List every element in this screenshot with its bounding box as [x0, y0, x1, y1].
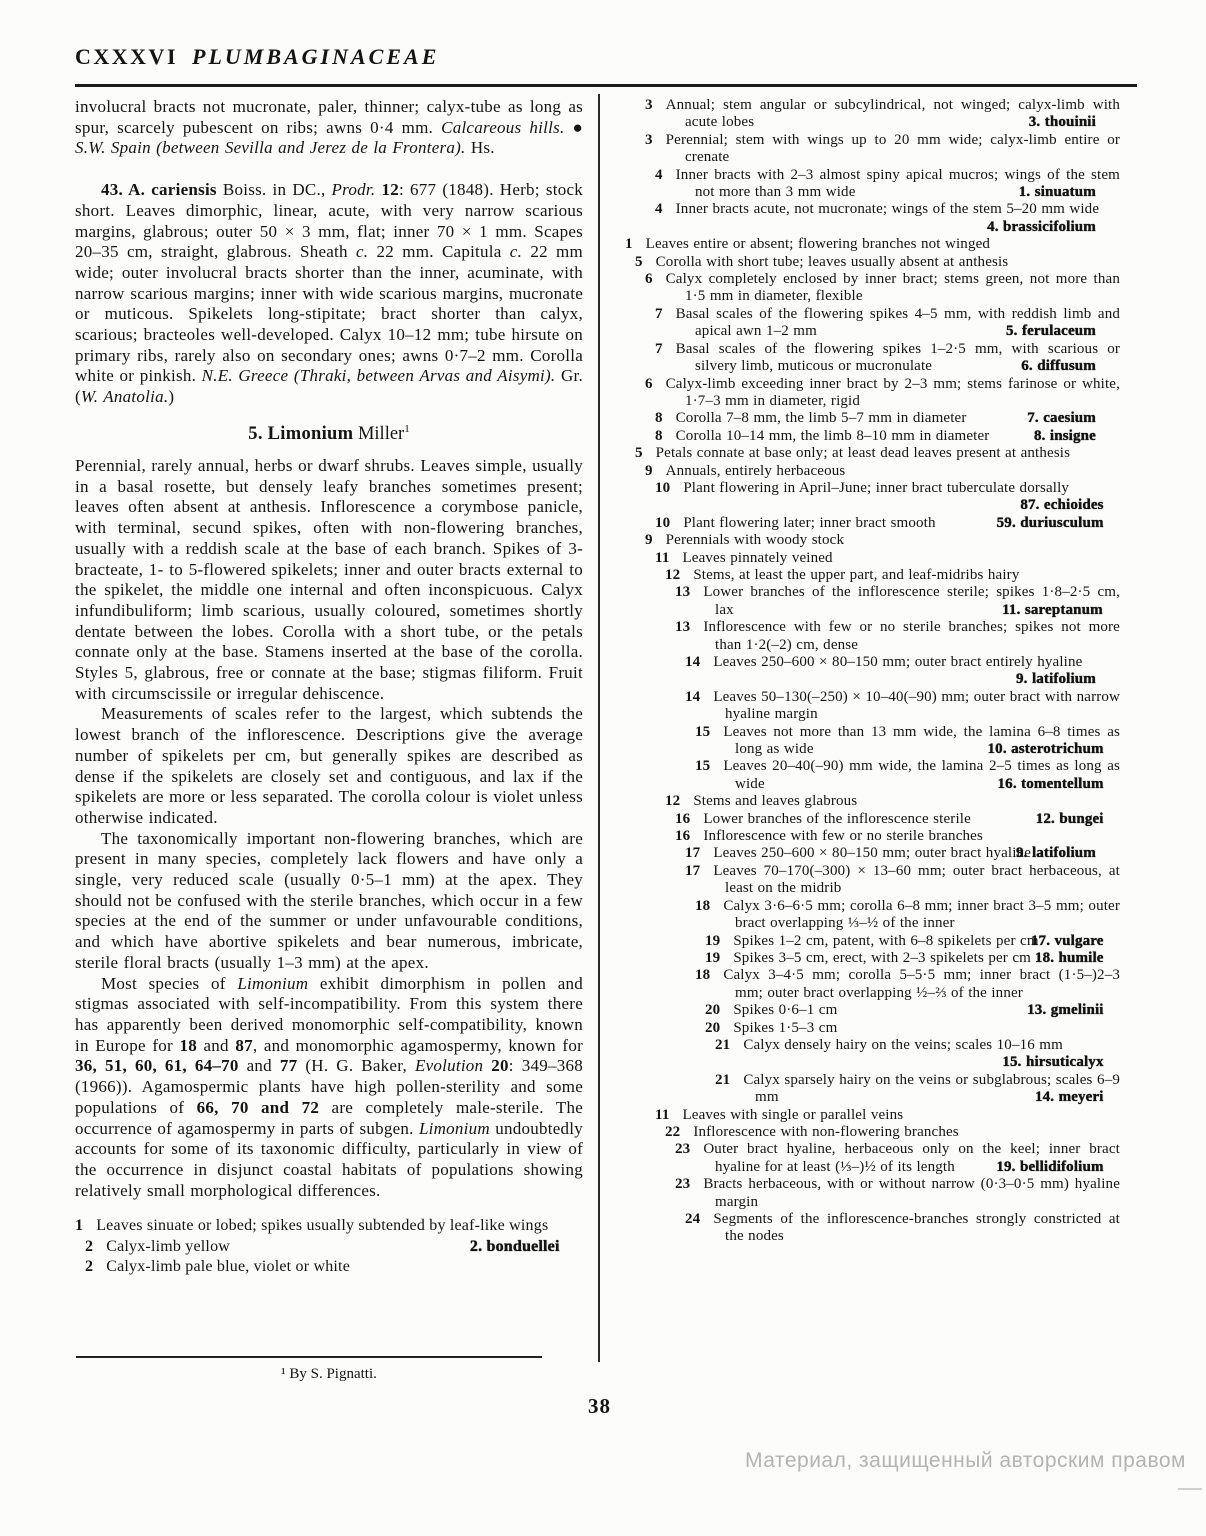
key-lead-text: Spikes 1–2 cm, patent, with 6–8 spikelets per cm — [733, 932, 1039, 949]
key-lead-text: Lower branches of the inflorescence sterile — [703, 810, 971, 827]
key-entry — [705, 933, 1120, 950]
key-couplet-number: 12 — [665, 566, 681, 583]
key-entry — [685, 654, 1120, 689]
key-entry — [695, 724, 1120, 759]
text-run: (H. G. Baker, — [297, 1056, 415, 1076]
text-run: involucral bracts not mucronate, paler, thinner; calyx-tube as long as spur, scarcely pubescent on ribs; awns 0·4 mm. — [75, 97, 583, 137]
key-couplet-number: 5 — [635, 445, 643, 462]
key-entry — [695, 758, 1120, 793]
key-couplet-number: 7 — [655, 340, 663, 357]
key-entry — [645, 97, 1120, 132]
key-lead-text: Stems, at least the upper part, and leaf-midribs hairy — [693, 566, 1020, 583]
key-lead-text: Calyx 3–4·5 mm; corolla 5–5·5 mm; inner bract (1·5–)2–3 mm; outer bract overlapping ½–⅔ of the inner — [723, 967, 1120, 1001]
key-couplet-number: 7 — [655, 305, 663, 322]
key-entry — [665, 567, 1120, 584]
key-entry — [675, 584, 1120, 619]
key-lead-text: Leaves 70–170(–300) × 13–60 mm; outer bract herbaceous, at least on the midrib — [713, 862, 1120, 897]
key-lead-text: Basal scales of the flowering spikes 4–5 mm, with reddish limb and apical awn 1–2 mm — [675, 305, 1120, 340]
text-run: 22 mm wide; outer involucral bracts shorter than the inner, acuminate, with narrow scarious margins; inner with wide scarious margins, mucronate or muticous. Spikelets long-stipitate; bract shorter than calyx, scarious; bracteoles well-developed. Calyx 10–12 mm; tube hirsute on primary ribs, rarely also on secondary ones; awns 0·7–2 mm. Corolla white or pinkish. — [75, 242, 583, 386]
key-lead-text: Leaves 20–40(–90) mm wide, the lamina 2–5 times as long as wide — [723, 758, 1120, 792]
key-entry — [715, 1072, 1120, 1107]
key-entry — [645, 132, 1120, 167]
key-couplet-number: 5 — [635, 253, 643, 270]
paragraph — [75, 97, 583, 159]
text-run: Boiss. in DC., — [216, 180, 332, 200]
text-run: and — [238, 1056, 280, 1076]
key-entry — [695, 898, 1120, 933]
key-couplet-number: 16 — [675, 828, 691, 845]
key-couplet-number: 17 — [685, 862, 701, 879]
taxon-name: 14. meyeri — [1034, 1089, 1104, 1106]
text-run: Measurements of scales refer to the largest, which subtends the lowest branch of the inflorescence. Descriptions give the average number of spikelets per cm, but generally spikes are described as dense if the spikelets are closely set and contiguous, and lax if the spikelets are more or less separated. The corolla colour is violet unless otherwise indicated. — [75, 704, 583, 827]
key-entry — [75, 1216, 583, 1237]
text-run: Gr. ( — [75, 366, 583, 407]
text-run: The taxonomically important non-flowering branches, which are present in many species, completely lack flowers and have only a single, very reduced scale (usually 0·5–1 mm) at the apex. They should not be confused with the sterile branches, which occur in a few species at the end of the summer or under unfavourable conditions, and which have abortive spikelets and bear numerous, imbricate, sterile floral bracts (usually 1–3 mm) at the apex. — [75, 828, 583, 972]
key-lead-text: Inner bracts with 2–3 almost spiny apical mucros; wings of the stem not more than 3 mm wide — [675, 166, 1120, 201]
bold-text: 18 — [179, 1035, 197, 1055]
key-lead-text: Plant flowering in April–June; inner bract tuberculate dorsally — [683, 479, 1070, 496]
header-rule — [75, 84, 1137, 87]
key-lead-text: Leaves entire or absent; flowering branches not winged — [645, 236, 991, 253]
key-lead-text: Spikes 0·6–1 cm — [733, 1002, 838, 1019]
key-entry — [705, 950, 1120, 967]
key-entry — [635, 445, 1120, 462]
key-couplet-number: 19 — [705, 949, 721, 966]
key-couplet-number: 20 — [705, 1002, 721, 1019]
taxon-name: 1. sinuatum — [1018, 184, 1096, 201]
key-lead-text: Perennial; stem with wings up to 20 mm wide; calyx-limb entire or crenate — [665, 131, 1120, 166]
key-entry — [695, 967, 1120, 1002]
key-entry — [655, 428, 1120, 445]
copyright-watermark: Материал, защищенный авторским правом — [745, 1449, 1186, 1472]
key-entry — [675, 1141, 1120, 1176]
italic-text: Limonium — [418, 1118, 490, 1138]
dichotomous-key — [75, 1216, 583, 1278]
key-entry — [645, 271, 1120, 306]
key-couplet-number: 9 — [645, 462, 653, 479]
key-couplet-number: 3 — [645, 97, 653, 113]
taxon-name: 9. latifolium — [1016, 845, 1096, 862]
taxon-name: 59. duriusculum — [996, 514, 1104, 531]
taxon-name: 15. hirsuticalyx — [1002, 1054, 1104, 1071]
text-run: Hs. — [465, 138, 495, 158]
key-couplet-number: 3 — [645, 131, 653, 148]
taxon-name: 12. bungei — [1035, 810, 1104, 827]
page-number: 38 — [588, 1394, 611, 1418]
key-lead-text: Leaves 50–130(–250) × 10–40(–90) mm; outer bract with narrow hyaline margin — [713, 688, 1120, 723]
italic-text: c. — [509, 242, 523, 262]
key-lead-text: Inflorescence with few or no sterile branches; spikes not more than 1·2(–2) cm, dense — [703, 619, 1120, 653]
italic-text: Prodr. — [331, 180, 376, 200]
left-column — [75, 97, 583, 1278]
footnote: ¹ By S. Pignatti. — [281, 1366, 377, 1382]
key-lead-text: Calyx 3·6–6·5 mm; corolla 6–8 mm; inner bract 3–5 mm; outer bract overlapping ⅓–½ of the inner — [723, 897, 1120, 932]
key-entry — [665, 793, 1120, 810]
key-entry — [625, 236, 1120, 253]
key-entry — [655, 480, 1120, 515]
taxon-name: 16. tomentellum — [997, 775, 1104, 792]
key-entry — [685, 1211, 1120, 1246]
key-couplet-number: 13 — [675, 584, 691, 601]
key-couplet-number: 24 — [685, 1211, 701, 1227]
key-lead-text: Basal scales of the flowering spikes 1–2·5 mm, with scarious or silvery limb, muticous or mucronulate — [675, 340, 1120, 375]
key-entry — [675, 1176, 1120, 1211]
text-run: ● — [564, 117, 584, 137]
key-couplet-number: 15 — [695, 758, 711, 775]
key-entry — [655, 515, 1120, 532]
text-run: and — [196, 1035, 236, 1055]
paragraph — [75, 704, 583, 828]
italic-text: Calcareous hills. — [441, 117, 565, 137]
key-entry — [655, 410, 1120, 427]
key-couplet-number: 8 — [655, 410, 663, 427]
key-lead-text: Lower branches of the inflorescence sterile; spikes 1·8–2·5 cm, lax — [703, 584, 1120, 618]
italic-text: Evolution — [414, 1056, 484, 1076]
key-couplet-number: 23 — [675, 1141, 691, 1158]
taxon-name: 13. gmelinii — [1027, 1002, 1104, 1019]
key-couplet-number: 22 — [665, 1123, 681, 1140]
key-lead-text: Calyx-limb yellow — [106, 1237, 231, 1255]
key-entry — [655, 341, 1120, 376]
key-lead-text: Calyx completely enclosed by inner bract; stems green, not more than 1·5 mm in diameter, flexible — [665, 271, 1120, 305]
key-couplet-number: 11 — [655, 549, 670, 566]
key-couplet-number: 4 — [655, 201, 663, 218]
bold-text: 77 — [279, 1056, 298, 1076]
italic-text: Limonium — [237, 973, 309, 993]
text-run: 1 — [404, 422, 410, 435]
text-run: : 349–368 (1966)). Agamospermic plants have high pollen-sterility and some populations of — [75, 1056, 583, 1117]
taxon-name: 10. asterotrichum — [987, 741, 1104, 758]
key-couplet-number: 14 — [685, 654, 701, 670]
text-run: undoubtedly accounts for some of its taxonomic difficulty, particularly in view of the occurrence in disjunct coastal habitats of populations showing relatively small morphological differences. — [75, 1118, 583, 1200]
taxon-name: 11. sareptanum — [1002, 601, 1103, 618]
taxon-name: 5. ferulaceum — [1006, 323, 1096, 340]
key-lead-text: Inflorescence with non-flowering branches — [693, 1123, 959, 1140]
dichotomous-key — [625, 97, 1120, 1246]
key-lead-text: Corolla with short tube; leaves usually absent at anthesis — [655, 253, 1009, 270]
italic-text: W. Anatolia. — [80, 387, 169, 407]
genus-heading — [75, 423, 583, 445]
text-run: : 677 (1848). Herb; stock short. Leaves dimorphic, linear, acute, with very narrow scarious margins, glabrous; outer 50 × 3 mm, flat; inner 70 × 1 mm. Scapes 20–35 cm, straight, glabrous. Sheath — [75, 180, 583, 262]
text-run: 22 mm. Capitula — [368, 242, 510, 262]
taxon-name: 19. bellidifolium — [996, 1158, 1104, 1175]
footnote-rule — [76, 1356, 542, 1358]
running-head — [75, 44, 439, 70]
key-lead-text: Leaves 250–600 × 80–150 mm; outer bract hyaline — [713, 845, 1031, 862]
key-entry — [645, 532, 1120, 549]
key-entry — [655, 167, 1120, 202]
key-couplet-number: 16 — [675, 810, 691, 827]
key-lead-text: Leaves 250–600 × 80–150 mm; outer bract entirely hyaline — [713, 654, 1083, 670]
key-couplet-number: 1 — [75, 1217, 84, 1235]
key-couplet-number: 10 — [655, 479, 671, 496]
key-couplet-number: 15 — [695, 723, 711, 740]
key-entry — [645, 463, 1120, 480]
italic-text: S.W. Spain (between Sevilla and Jerez de la Frontera). — [75, 138, 466, 158]
bold-text: 43. A. cariensis — [101, 180, 217, 200]
paragraph — [75, 829, 583, 974]
key-couplet-number: 17 — [685, 845, 701, 862]
text-run: are completely male-sterile. The occurrence of agamospermy in parts of subgen. — [75, 1097, 584, 1138]
key-entry — [85, 1237, 583, 1258]
key-lead-text: Corolla 10–14 mm, the limb 8–10 mm in diameter — [675, 427, 990, 444]
key-couplet-number: 9 — [645, 532, 653, 549]
taxon-name: 7. caesium — [1027, 410, 1096, 427]
key-lead-text: Segments of the inflorescence-branches strongly constricted at the nodes — [713, 1211, 1120, 1245]
bold-text: 36, 51, 60, 61, 64–70 — [75, 1056, 239, 1076]
bold-text: 12 — [381, 180, 399, 200]
key-lead-text: Stems and leaves glabrous — [693, 793, 858, 810]
text-run: ) — [168, 387, 175, 407]
key-couplet-number: 8 — [655, 427, 663, 444]
key-couplet-number: 4 — [655, 166, 663, 183]
key-entry — [655, 550, 1120, 567]
text-run: Most species of — [101, 973, 238, 993]
key-entry — [655, 1107, 1120, 1124]
key-couplet-number: 1 — [625, 236, 633, 253]
key-couplet-number: 12 — [665, 793, 681, 810]
key-lead-text: Plant flowering later; inner bract smooth — [683, 514, 936, 531]
taxon-name: 3. thouinii — [1028, 114, 1096, 131]
key-lead-text: Calyx-limb pale blue, violet or white — [106, 1258, 350, 1276]
scan-artifact-dash — [1178, 1488, 1202, 1490]
text-run: Perennial, rarely annual, herbs or dwarf shrubs. Leaves simple, usually in a basal rosette, but densely leafy branches sometimes present; leaves often absent at anthesis. Inflorescence a corymbose panicle, with terminal, secund spikes, often with non-flowering branches, usually with a reddish scale at the base of each branch. Spikes of 3-bracteate, 1- to 5-flowered spikelets; inner and outer bracts external to the spikelet, the middle one internal and often inconspicuous. Calyx infundibuliform; limb scarious, usually coloured, sometimes shortly dentate between the lobes. Corolla with a short tube, or the petals connate only at the base. Stamens inserted at the base of the corolla. Styles 5, glabrous, free or connate at the base; stigmas filiform. Fruit with circumscissile or irregular dehiscence. — [75, 456, 583, 703]
taxon-name: 17. vulgare — [1030, 932, 1104, 949]
key-couplet-number: 2 — [85, 1258, 94, 1276]
chapter-number: CXXXVI — [75, 44, 178, 69]
key-lead-text: Leaves sinuate or lobed; spikes usually subtended by leaf-like wings — [96, 1217, 549, 1235]
bold-text: 87 — [235, 1035, 253, 1055]
key-couplet-number: 13 — [675, 619, 691, 636]
key-lead-text: Spikes 1·5–3 cm — [733, 1019, 838, 1036]
taxon-name: 18. humile — [1034, 949, 1104, 966]
key-couplet-number: 18 — [695, 967, 711, 984]
key-couplet-number: 19 — [705, 932, 721, 949]
key-entry — [655, 306, 1120, 341]
paragraph — [75, 180, 583, 408]
text-run: Miller — [353, 424, 405, 444]
key-lead-text: Inner bracts acute, not mucronate; wings of the stem 5–20 mm wide — [675, 201, 1100, 218]
key-lead-text: Inflorescence with few or no sterile branches — [703, 828, 983, 845]
key-couplet-number: 23 — [675, 1176, 691, 1193]
key-entry — [675, 828, 1120, 845]
key-entry — [675, 619, 1120, 654]
taxon-name: 6. diffusum — [1021, 358, 1096, 375]
key-lead-text: Spikes 3–5 cm, erect, with 2–3 spikelets per cm — [733, 949, 1031, 966]
key-lead-text: Bracts herbaceous, with or without narrow (0·3–0·5 mm) hyaline margin — [703, 1176, 1120, 1210]
right-column — [625, 97, 1120, 1246]
text-run: exhibit dimorphism in pollen and stigmas associated with self-incompatibility. From this system there has apparently been derived monomorphic self-compatibility, known in Europe for — [75, 973, 583, 1055]
key-lead-text: Outer bract hyaline, herbaceous only on the keel; inner bract hyaline for at least (⅓–)½ of its length — [703, 1141, 1120, 1175]
key-couplet-number: 11 — [655, 1106, 670, 1123]
key-lead-text: Corolla 7–8 mm, the limb 5–7 mm in diameter — [675, 410, 967, 427]
key-couplet-number: 6 — [645, 375, 653, 392]
key-entry — [85, 1257, 583, 1278]
key-entry — [655, 201, 1120, 236]
column-divider — [598, 94, 600, 1362]
key-lead-text: Leaves with single or parallel veins — [682, 1106, 904, 1123]
key-lead-text: Leaves pinnately veined — [682, 549, 833, 566]
key-couplet-number: 18 — [695, 897, 711, 914]
paragraph — [75, 456, 583, 704]
bold-text: 5. Limonium — [248, 424, 354, 444]
key-lead-text: Leaves not more than 13 mm wide, the lamina 6–8 times as long as wide — [723, 723, 1120, 758]
key-lead-text: Annuals, entirely herbaceous — [665, 462, 846, 479]
key-entry — [635, 254, 1120, 271]
key-entry — [685, 689, 1120, 724]
key-lead-text: Calyx densely hairy on the veins; scales 10–16 mm — [743, 1036, 1063, 1053]
key-couplet-number: 6 — [645, 271, 653, 288]
key-lead-text: Perennials with woody stock — [665, 532, 845, 549]
italic-text: N.E. Greece (Thraki, between Arvas and Aisymi). — [201, 366, 556, 386]
key-entry — [705, 1020, 1120, 1037]
key-couplet-number: 10 — [655, 514, 671, 531]
key-entry — [705, 1002, 1120, 1019]
key-lead-text: Petals connate at base only; at least dead leaves present at anthesis — [655, 445, 1071, 462]
taxon-name: 9. latifolium — [1016, 671, 1096, 688]
key-entry — [645, 376, 1120, 411]
key-couplet-number: 21 — [715, 1071, 731, 1088]
taxon-name: 8. insigne — [1033, 427, 1096, 444]
key-entry — [685, 863, 1120, 898]
bold-text: 20 — [491, 1056, 509, 1076]
key-couplet-number: 14 — [685, 688, 701, 705]
family-name: PLUMBAGINACEAE — [192, 44, 440, 69]
paragraph — [75, 974, 583, 1202]
italic-text: c. — [356, 242, 369, 262]
text-run: , and monomorphic agamospermy, known for — [252, 1035, 583, 1055]
key-lead-text: Calyx sparsely hairy on the veins or subglabrous; scales 6–9 mm — [743, 1071, 1120, 1106]
key-entry — [685, 845, 1120, 862]
key-couplet-number: 21 — [715, 1036, 731, 1053]
key-couplet-number: 2 — [85, 1237, 94, 1255]
taxon-name: 4. brassicifolium — [987, 218, 1096, 235]
bold-text: 66, 70 and 72 — [196, 1097, 320, 1117]
key-lead-text: Calyx-limb exceeding inner bract by 2–3 mm; stems farinose or white, 1·7–3 mm in diameter, rigid — [665, 375, 1120, 409]
key-couplet-number: 20 — [705, 1019, 721, 1036]
key-lead-text: Annual; stem angular or subcylindrical, not winged; calyx-limb with acute lobes — [665, 97, 1120, 131]
key-entry — [715, 1037, 1120, 1072]
key-entry — [665, 1124, 1120, 1141]
key-entry — [675, 811, 1120, 828]
taxon-name: 87. echioides — [1020, 497, 1104, 514]
taxon-name: 2. bonduellei — [469, 1237, 560, 1255]
